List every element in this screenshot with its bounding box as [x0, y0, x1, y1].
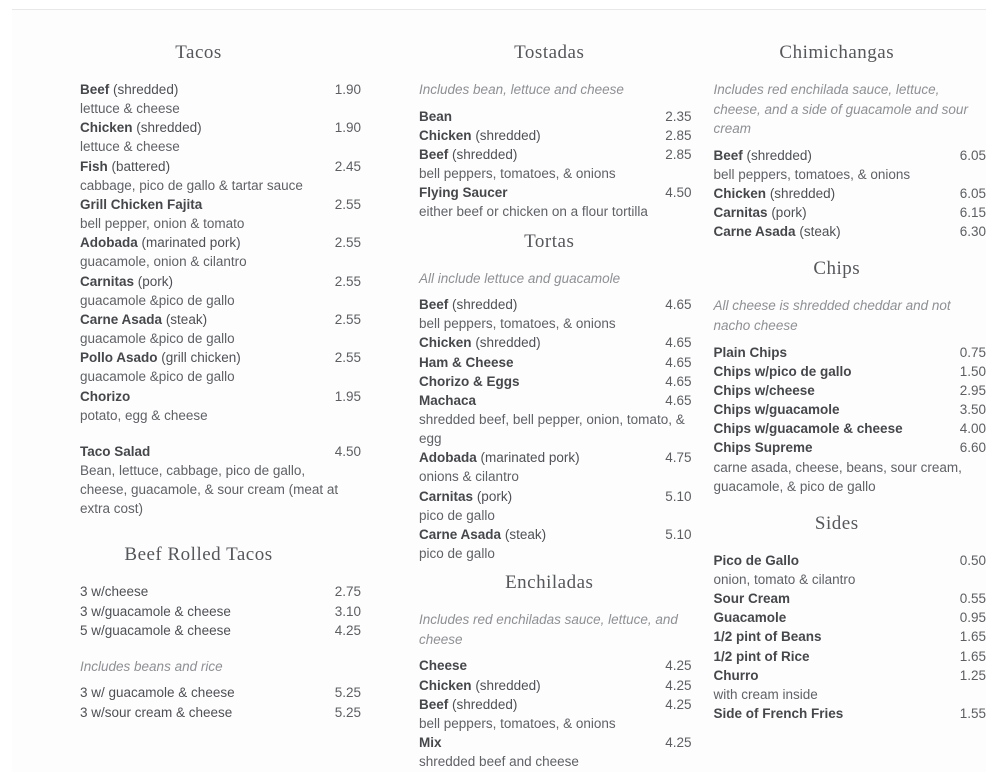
menu-item-name: Chorizo & Eggs	[419, 373, 520, 389]
menu-item-row	[419, 333, 692, 352]
menu-item-price: 2.35	[665, 108, 692, 124]
section-note-tortas: All include lettuce and guacamole	[419, 270, 621, 286]
menu-item-desc: potato, egg & cheese	[80, 407, 208, 423]
menu-item-price: 2.95	[959, 382, 987, 398]
menu-item-price: 4.00	[959, 421, 987, 437]
menu-item-price: 4.25	[334, 622, 362, 638]
menu-item-row	[714, 551, 987, 570]
menu-item-name: Carne Asada (steak)	[713, 224, 841, 240]
beef-rolled-tacos-item-list	[80, 582, 361, 721]
menu-item-price: 4.75	[665, 450, 692, 466]
menu-item-name: 1/2 pint of Beans	[713, 629, 822, 645]
section-title-tacos: Tacos	[175, 42, 222, 63]
section-title-chips: Chips	[813, 258, 861, 280]
menu-item-desc: either beef or chicken on a flour tortilla	[419, 204, 648, 220]
menu-item-price: 1.55	[959, 706, 987, 722]
menu-item-row	[80, 387, 361, 406]
menu-item-price: 3.50	[959, 402, 987, 418]
menu-item-price: 0.75	[959, 344, 987, 360]
menu-item-price: 4.65	[665, 335, 692, 351]
menu-item-row	[714, 362, 987, 381]
menu-item-row	[419, 107, 692, 126]
menu-item-desc: guacamole &pico de gallo	[80, 292, 235, 308]
menu-item-row	[714, 627, 987, 646]
menu-item-row	[714, 704, 987, 723]
menu-item-desc: pico de gallo	[419, 507, 495, 523]
section-note-beef-rolled-tacos: Includes beans and rice	[80, 658, 223, 674]
menu-item-row	[80, 582, 361, 601]
menu-item-row	[714, 400, 987, 419]
menu-item-price: 2.55	[334, 350, 362, 366]
menu-item-price: 4.65	[665, 373, 692, 389]
menu-item-name: Carne Asada (steak)	[80, 311, 208, 327]
menu-item-price: 2.55	[334, 235, 362, 251]
menu-item-row	[714, 222, 987, 241]
menu-item-name: 3 w/cheese	[80, 584, 149, 600]
menu-item-row	[419, 183, 692, 202]
menu-item-row	[80, 233, 361, 252]
menu-item-name: Machaca	[419, 392, 477, 408]
tacos-item-list	[80, 80, 361, 518]
menu-column-left	[14, 42, 361, 764]
menu-item-price: 6.05	[959, 147, 987, 163]
menu-item-desc: onion, tomato & cilantro	[713, 572, 856, 587]
section-note-chimichangas: Includes red enchilada sauce, lettuce, cheese, and a side of guacamole and sour cream	[713, 82, 968, 137]
menu-item-name: Ham & Cheese	[419, 354, 514, 370]
menu-item-price: 4.65	[665, 297, 692, 313]
menu-item-name: Beef (shredded)	[713, 147, 812, 163]
menu-item-price: 4.65	[665, 392, 692, 408]
menu-item-desc: lettuce & cheese	[80, 139, 180, 155]
menu-item-row	[419, 733, 692, 752]
menu-item-row	[419, 695, 692, 714]
menu-item-name: Chicken (shredded)	[419, 335, 541, 351]
menu-item-price: 2.55	[334, 311, 362, 327]
menu-item-price: 1.95	[334, 388, 362, 404]
menu-item-name: Chicken (shredded)	[419, 677, 541, 693]
menu-item-name: Carne Asada (steak)	[419, 526, 547, 542]
menu-item-price: 3.10	[334, 603, 362, 619]
menu-item-row	[714, 666, 987, 685]
menu-item-name: Adobada (marinated pork)	[419, 450, 580, 466]
menu-item-row	[419, 676, 692, 695]
menu-item-name: Cheese	[419, 658, 468, 674]
menu-item-price: 5.10	[665, 488, 692, 504]
menu-item-price: 4.50	[334, 443, 362, 459]
menu-item-price: 4.65	[665, 354, 692, 370]
menu-item-row	[80, 621, 361, 640]
menu-item-desc: bell pepper, onion & tomato	[80, 216, 245, 232]
menu-item-name: Plain Chips	[713, 344, 788, 360]
scan-edge-left	[0, 0, 12, 772]
menu-item-name: Churro	[713, 667, 759, 683]
menu-columns	[14, 42, 987, 770]
menu-item-price: 1.65	[959, 629, 987, 645]
menu-item-name: 3 w/ guacamole & cheese	[80, 685, 235, 701]
menu-item-name: Chicken (shredded)	[419, 127, 541, 143]
menu-item-price: 4.50	[665, 185, 692, 201]
menu-item-row	[419, 145, 692, 164]
menu-item-price: 6.60	[959, 440, 987, 456]
menu-item-name: Beef (shredded)	[419, 146, 518, 162]
menu-item-name: Carnitas (pork)	[713, 205, 807, 221]
menu-item-row	[80, 602, 361, 621]
menu-item-name: Sour Cream	[713, 591, 791, 607]
menu-item-row	[419, 295, 692, 314]
menu-item-desc: lettuce & cheese	[80, 101, 180, 117]
menu-item-price: 4.25	[665, 735, 692, 750]
menu-item-desc: shredded beef, bell pepper, onion, tomato, & egg	[419, 412, 685, 447]
menu-item-price: 2.85	[665, 127, 692, 143]
menu-item-price: 0.95	[959, 610, 987, 626]
menu-item-desc: cabbage, pico de gallo & tartar sauce	[80, 177, 303, 193]
menu-item-desc: guacamole, onion & cilantro	[80, 254, 247, 270]
menu-item-price: 0.50	[959, 552, 987, 568]
chimichangas-item-list	[714, 146, 987, 242]
menu-item-price: 2.45	[334, 158, 362, 174]
menu-item-price: 1.65	[959, 648, 987, 664]
menu-item-row	[80, 348, 361, 367]
menu-item-row	[714, 438, 987, 457]
menu-item-desc: guacamole &pico de gallo	[80, 331, 235, 347]
menu-item-price: 2.85	[665, 146, 692, 162]
menu-item-desc: shredded beef and cheese	[419, 754, 579, 770]
menu-column-right	[692, 42, 987, 764]
menu-item-row	[419, 487, 692, 506]
menu-item-row-taco-salad	[80, 442, 361, 461]
menu-item-row	[419, 448, 692, 467]
menu-item-row	[714, 184, 987, 203]
menu-item-price: 1.25	[959, 667, 987, 683]
menu-item-row	[419, 525, 692, 544]
menu-item-row	[714, 343, 987, 362]
menu-item-name: Flying Saucer	[419, 185, 508, 201]
menu-item-price: 4.25	[665, 658, 692, 674]
menu-item-price: 2.55	[334, 196, 362, 212]
menu-item-name: Beef (shredded)	[419, 696, 518, 712]
menu-item-price: 1.90	[334, 82, 362, 97]
menu-item-name: 1/2 pint of Rice	[713, 648, 810, 664]
menu-item-desc: Bean, lettuce, cabbage, pico de gallo, cheese, guacamole, & sour cream (meat at extra cost)	[80, 462, 339, 517]
section-title-sides: Sides	[814, 512, 859, 534]
menu-item-name: Carnitas (pork)	[419, 488, 513, 504]
menu-item-price: 6.30	[959, 224, 987, 240]
menu-item-price: 4.25	[665, 677, 692, 693]
menu-item-price: 4.25	[665, 696, 692, 712]
section-title-tostadas: Tostadas	[514, 42, 585, 63]
section-title-tortas: Tortas	[524, 230, 575, 252]
menu-item-price: 1.90	[334, 120, 362, 136]
menu-item-name: Adobada (marinated pork)	[80, 235, 241, 251]
menu-item-price: 1.50	[959, 363, 987, 379]
menu-item-name: Fish (battered)	[80, 158, 171, 174]
menu-item-name: 3 w/sour cream & cheese	[80, 704, 233, 720]
menu-item-desc: bell peppers, tomatoes, & onions	[419, 316, 616, 332]
menu-item-desc: with cream inside	[713, 686, 818, 702]
menu-item-name: Side of French Fries	[713, 706, 844, 722]
menu-item-price: 5.25	[334, 704, 362, 720]
menu-item-name: Chicken (shredded)	[80, 120, 202, 136]
menu-item-row	[80, 80, 361, 99]
menu-item-row	[714, 146, 987, 165]
menu-item-price: 6.15	[959, 205, 987, 221]
menu-item-name: 3 w/guacamole & cheese	[80, 603, 231, 619]
menu-item-row	[80, 272, 361, 291]
menu-item-row	[714, 419, 987, 438]
menu-item-name: Grill Chicken Fajita	[80, 196, 203, 212]
menu-item-row	[419, 126, 692, 145]
menu-item-row	[419, 372, 692, 391]
scan-edge-right	[986, 0, 1000, 772]
menu-item-row	[80, 683, 361, 702]
section-title-enchiladas: Enchiladas	[505, 572, 594, 594]
menu-item-row	[714, 608, 987, 627]
menu-item-row	[419, 391, 692, 410]
menu-item-row	[80, 310, 361, 329]
tostadas-item-list	[419, 107, 692, 222]
menu-item-row	[80, 195, 361, 214]
menu-item-desc: carne asada, cheese, beans, sour cream, guacamole, & pico de gallo	[713, 459, 962, 494]
menu-item-name: Chicken (shredded)	[713, 186, 836, 201]
menu-item-name: Beef (shredded)	[419, 297, 518, 313]
menu-item-row	[714, 647, 987, 666]
menu-item-name: Chips w/guacamole	[713, 402, 840, 418]
scan-edge-top	[0, 0, 1000, 10]
menu-item-price: 2.55	[334, 273, 362, 289]
section-note-enchiladas: Includes red enchiladas sauce, lettuce, and cheese	[419, 612, 678, 647]
menu-item-row	[714, 381, 987, 400]
menu-item-price: 6.05	[959, 186, 987, 201]
menu-item-name: Chips w/cheese	[713, 382, 815, 398]
menu-item-name: Taco Salad	[80, 443, 151, 459]
menu-item-name: Chips Supreme	[713, 440, 813, 456]
section-title-beef-rolled-tacos: Beef Rolled Tacos	[124, 544, 273, 566]
menu-item-name: Carnitas (pork)	[80, 273, 174, 289]
menu-item-name: Mix	[419, 735, 442, 750]
chips-item-list	[714, 343, 987, 496]
menu-item-name: Beef (shredded)	[80, 82, 179, 97]
menu-item-price: 0.55	[959, 591, 987, 607]
section-note-tostadas: Includes bean, lettuce and cheese	[419, 82, 624, 97]
menu-item-desc: pico de gallo	[419, 546, 495, 562]
menu-item-name: Chips w/pico de gallo	[713, 363, 852, 379]
menu-item-row	[80, 703, 361, 722]
menu-item-price: 5.25	[334, 685, 362, 701]
menu-item-row	[419, 353, 692, 372]
menu-item-desc: bell peppers, tomatoes, & onions	[419, 166, 616, 182]
menu-item-row	[714, 203, 987, 222]
menu-item-name: Pollo Asado (grill chicken)	[80, 350, 241, 366]
menu-item-row	[714, 589, 987, 608]
menu-item-price: 2.75	[334, 584, 362, 600]
menu-item-name: Guacamole	[713, 610, 787, 626]
menu-item-name: Bean	[419, 108, 453, 124]
menu-item-desc: onions & cilantro	[419, 469, 519, 485]
menu-item-name: 5 w/guacamole & cheese	[80, 622, 231, 638]
menu-item-name: Chips w/guacamole & cheese	[713, 421, 903, 437]
section-title-chimichangas: Chimichangas	[779, 42, 895, 63]
menu-item-name: Pico de Gallo	[713, 552, 800, 568]
menu-item-row	[80, 118, 361, 137]
enchiladas-item-list	[419, 656, 692, 771]
menu-column-middle	[361, 42, 692, 770]
menu-item-desc: guacamole &pico de gallo	[80, 369, 235, 385]
menu-item-row	[419, 656, 692, 675]
sides-item-list	[714, 551, 987, 723]
section-note-chips: All cheese is shredded cheddar and not nacho cheese	[713, 298, 951, 334]
menu-item-desc: bell peppers, tomatoes, & onions	[713, 166, 911, 182]
menu-item-price: 5.10	[665, 526, 692, 542]
menu-item-desc: bell peppers, tomatoes, & onions	[419, 715, 616, 731]
tortas-item-list	[419, 295, 692, 563]
menu-item-row	[80, 157, 361, 176]
menu-item-name: Chorizo	[80, 388, 131, 404]
